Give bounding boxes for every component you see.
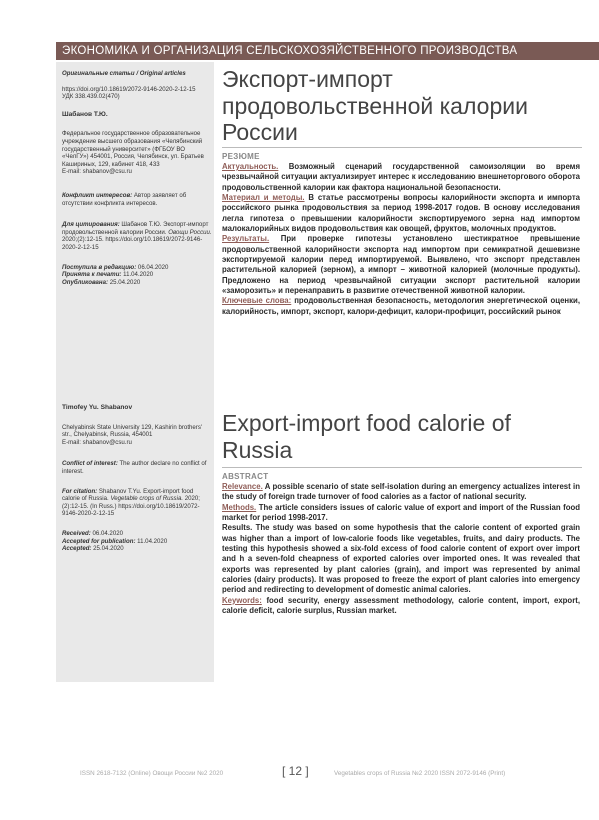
page-number: [ 12 ] [282,764,309,778]
label-methods-ru: Материал и методы. [222,193,305,203]
ru-sidebar-meta [62,70,212,286]
author-en: Timofey Yu. Shabanov [62,404,133,411]
cite-journal-ru: Овощи России. [168,228,212,236]
footer-right: Vegetables crops of Russia №2 2020 ISSN 2072-9146 (Print) [334,770,506,777]
label-relevance-en: Relevance. [222,482,263,491]
doi-link[interactable]: https://doi.org/10.18619/2072-9146-2020-2-12-15 [62,85,196,93]
received-date-ru: 06.04.2020 [136,263,169,271]
conflict-label-ru: Конфликт интересов: [62,191,133,199]
accepted-label-en: Accepted for publication: [62,537,136,545]
text-results-ru: При проверке гипотезы установлено шестикратное превышение продовольственной калорийности экспорта над импортом при семикратной дешевизне экспортируемой калории перед импортируемой. Выявлено, что экспорт представлен растительной калорией (зерном), а импорт – животной калорией (молочные продукты). Предложено на период чрезвычайной ситуации экспорт растительной калории «заморозить» и перенаправить в развитие отечественной животной калории. [222,234,580,296]
citation-en [62,488,212,518]
label-keywords-en: Keywords: [222,595,262,605]
cite-journal-en: Vegetable crops of Russia. [110,495,184,503]
email-en[interactable]: E-mail: shabanov@csu.ru [62,438,132,446]
cite-tail-en: 2020;(2):12-15. (In Russ.) https://doi.org/10.18619/2072-9146-2020-2-12-15 [62,495,200,518]
abstract-en [222,482,580,616]
title-en: Export-import food calorie of Russia [222,410,511,463]
cite-text-en: Shabanov T.Yu. Export-import food calorie of Russia. [62,487,194,503]
label-relevance-ru: Актуальность. [222,162,279,171]
conflict-en [62,460,212,475]
conflict-ru [62,192,212,207]
abstract-ru [222,162,580,317]
affiliation-ru: Федеральное государственное образовательное учреждение высшего образования «Челябинский государственный университет» (ФГБОУ ВО «ЧелГУ») 454001, Россия, Челябинск, ул. Братьев Кашириных, 129, кабинет 418, 433 [62,130,204,168]
email-ru[interactable]: E-mail: shabanov@csu.ru [62,168,132,176]
en-sidebar-meta [62,404,212,553]
received-label-ru: Поступила в редакцию: [62,263,137,271]
footer-left: ISSN 2618-7132 (Online) Овощи России №2 2020 [80,770,224,777]
conflict-text-ru: Автор заявляет об отсутствии конфликта интересов. [62,191,187,207]
label-results-ru: Результаты. [222,234,270,244]
affiliation-en: Chelyabinsk State University 129, Kashirin brothers' str., Chelyabinsk, Russia, 454001 [62,423,203,439]
abstract-heading-en: ABSTRACT [222,472,269,481]
text-keywords-ru: продовольственная безопасность, методология энергетической оценки, калорийность, импорт, экспорт, калори-дефицит, калори-профицит, российский рынок [222,296,580,316]
published-date-ru: 25.04.2020 [108,278,141,286]
text-keywords-en: food security, energy assessment methodology, calorie content, import, export, calorie deficit, calorie surplus, Russian market. [222,595,580,616]
article-section: Оригинальные статьи / Original articles [62,70,186,77]
received-date-en: 06.04.2020 [90,529,123,537]
section-banner: ЭКОНОМИКА И ОРГАНИЗАЦИЯ СЕЛЬСКОХОЗЯЙСТВЕННОГО ПРОИЗВОДСТВА [56,42,599,60]
cite-tail-ru: 2020;(2):12-15. https://doi.org/10.18619/2072-9146-2020-2-12-15 [62,236,203,251]
text-relevance-en: A possible scenario of state self-isolation during an emergency actualizes interest in the study of foreign trade turnover of food calories as a factor of national security. [222,482,580,502]
text-methods-ru: В статье рассмотрены вопросы калорийности экспорта и импорта российского рынка продовольствия за период 1998-2017 годов. В основу исследования легла гипотеза о превышении калорийности экспортируемого зерна над импортом малокалорийных видов продовольствия как овощей, фруктов, молочных продуктов. [222,193,580,234]
received-label-en: Received: [62,529,91,537]
text-methods-en: The article considers issues of caloric value of export and import of the Russian food market for period 1998-2017. [222,502,580,523]
published-date-en: 25.04.2020 [91,545,124,553]
cite-text-ru: Шабанов Т.Ю. Экспорт-импорт продовольственной калории России. [62,221,209,236]
label-methods-en: Methods. [222,502,257,512]
accepted-date-en: 11.04.2020 [135,537,168,545]
udk: УДК 338.439.02(470) [62,93,120,101]
accepted-label-ru: Принята к печати: [62,271,122,279]
cite-label-en: For citation: [62,487,98,495]
abstract-heading-ru: РЕЗЮМЕ [222,152,260,161]
divider [222,147,582,148]
citation-ru [62,221,212,251]
cite-label-ru: Для цитирования: [62,221,120,229]
conflict-label-en: Conflict of interest: [62,460,118,468]
divider [222,467,582,468]
accepted-date-ru: 11.04.2020 [121,271,154,279]
conflict-text-en: The author declare no conflict of interest. [62,460,207,475]
text-relevance-ru: Возможный сценарий государственной самоизоляции во время чрезвычайной ситуации актуализирует интерес к исследованию внешнеторгового оборота продовольственной калории как фактора национальной безопасности. [222,162,580,192]
label-keywords-ru: Ключевые слова: [222,296,292,306]
author-ru: Шабанов Т.Ю. [62,110,108,118]
title-ru: Экспорт-импорт продовольственной калории России [222,66,528,145]
text-results-en: Results. The study was based on some hypothesis that the calorie content of exported grain was higher than a import of low-calorie foods like vegetables, fruits, and dairy products. The testing this hypothesis showed a six-fold excess of food calorie content of export over import and h a seven-fold cheapness of exported calories over imported ones. It was revealed that exports was represented by plant calories (grain), and import was represented by animal calories (dairy products). It was proposed to freeze the export of plant calories into emergency period and redirecting to development of domestic animal calories. [222,523,580,595]
published-label-ru: Опубликована: [62,278,109,286]
published-label-en: Accepted: [62,545,92,553]
